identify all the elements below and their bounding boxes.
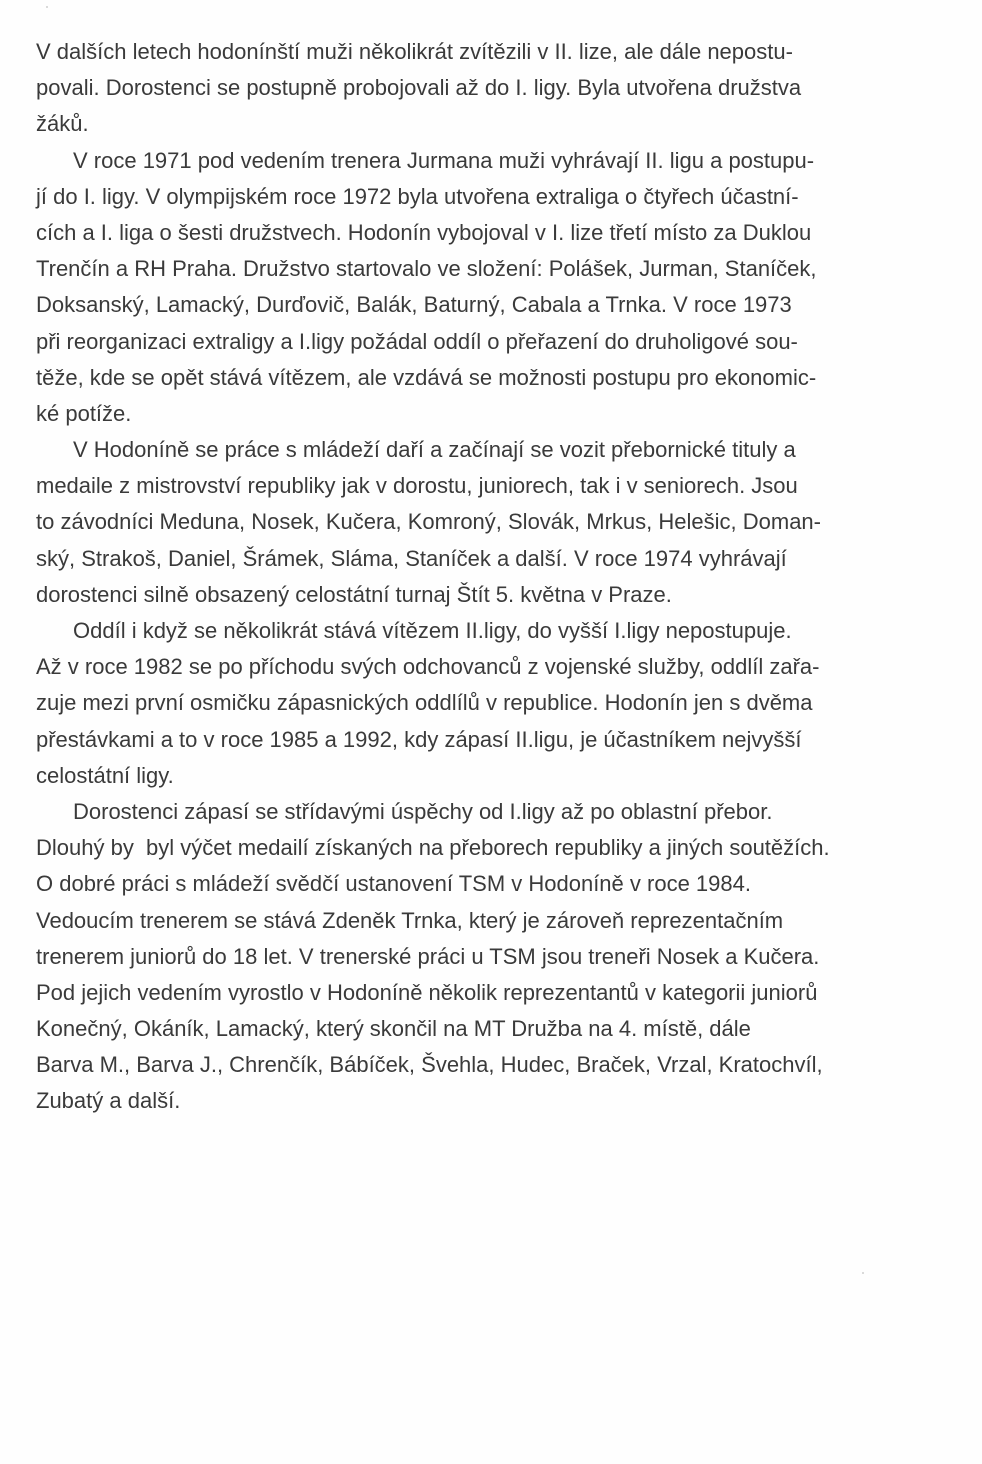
text-line: V dalších letech hodonínští muži několikrát zvítězili v II. lize, ale dále nepostu- [36,39,793,64]
text-line: dorostenci silně obsazený celostátní turnaj Štít 5. května v Praze. [36,581,672,607]
text-line: trenerem juniorů do 18 let. V trenerské práci u TSM jsou treneři Nosek a Kučera. [36,943,820,969]
text-line: Vedoucím trenerem se stává Zdeněk Trnka, který je zároveň reprezentačním [36,907,784,933]
text-line: Až v roce 1982 se po příchodu svých odchovanců z vojenské služby, oddlíl zařa- [36,654,820,680]
text-line: jí do I. ligy. V olympijském roce 1972 byla utvořena extraliga o čtyřech účastní- [36,183,799,209]
text-line: O dobré práci s mládeží svědčí ustanovení TSM v Hodoníně v roce 1984. [36,871,751,897]
text-line: celostátní ligy. [36,762,174,788]
text-line: Doksanský, Lamacký, Durďovič, Balák, Baturný, Cabala a Trnka. V roce 1973 [36,292,792,318]
text-line: Konečný, Okáník, Lamacký, který skončil na MT Družba na 4. místě, dále [36,1016,751,1042]
body-text [36,34,948,1120]
text-line: Dorostenci zápasí se střídavými úspěchy od I.ligy až po oblastní přebor. [73,798,773,824]
text-line: těže, kde se opět stává vítězem, ale vzdává se možnosti postupu pro ekonomic- [36,364,817,390]
text-line: přestávkami a to v roce 1985 a 1992, kdy zápasí II.ligu, je účastníkem nejvyšší [36,726,802,752]
text-line: Trenčín a RH Praha. Družstvo startovalo ve složení: Polášek, Jurman, Staníček, [36,256,817,282]
text-line: při reorganizaci extraligy a I.ligy požádal oddíl o přeřazení do druholigové sou- [36,328,798,354]
text-line: cích a I. liga o šesti družstvech. Hodonín vybojoval v I. lize třetí místo za Duklou [36,219,812,245]
text-line: Barva M., Barva J., Chrenčík, Bábíček, Švehla, Hudec, Braček, Vrzal, Kratochvíl, [36,1052,823,1078]
text-line: zuje mezi první osmičku zápasnických oddlílů v republice. Hodonín jen s dvěma [36,690,813,716]
scan-speck [46,6,48,8]
text-line: žáků. [36,111,89,137]
text-line: to závodníci Meduna, Nosek, Kučera, Komroný, Slovák, Mrkus, Helešic, Doman- [36,509,821,535]
text-line: Pod jejich vedením vyrostlo v Hodoníně několik reprezentantů v kategorii juniorů [36,979,818,1005]
text-line: V Hodoníně se práce s mládeží daří a začínají se vozit přebornické tituly a [73,437,796,463]
text-line: ké potíže. [36,400,132,426]
text-line: Zubatý a další. [36,1088,181,1114]
text-line: povali. Dorostenci se postupně probojovali až do I. ligy. Byla utvořena družstva [36,75,802,101]
text-line: V roce 1971 pod vedením trenera Jurmana muži vyhrávají II. ligu a postupu- [73,147,815,173]
text-line: medaile z mistrovství republiky jak v dorostu, juniorech, tak i v seniorech. Jsou [36,473,798,499]
text-line: Oddíl i když se několikrát stává vítězem II.ligy, do vyšší I.ligy nepostupuje. [73,618,792,643]
scan-speck [862,1272,864,1274]
text-line: ský, Strakoš, Daniel, Šrámek, Sláma, Staníček a další. V roce 1974 vyhrávají [36,545,787,571]
text-line: Dlouhý by byl výčet medailí získaných na přeborech republiky a jiných soutěžích. [36,835,830,861]
